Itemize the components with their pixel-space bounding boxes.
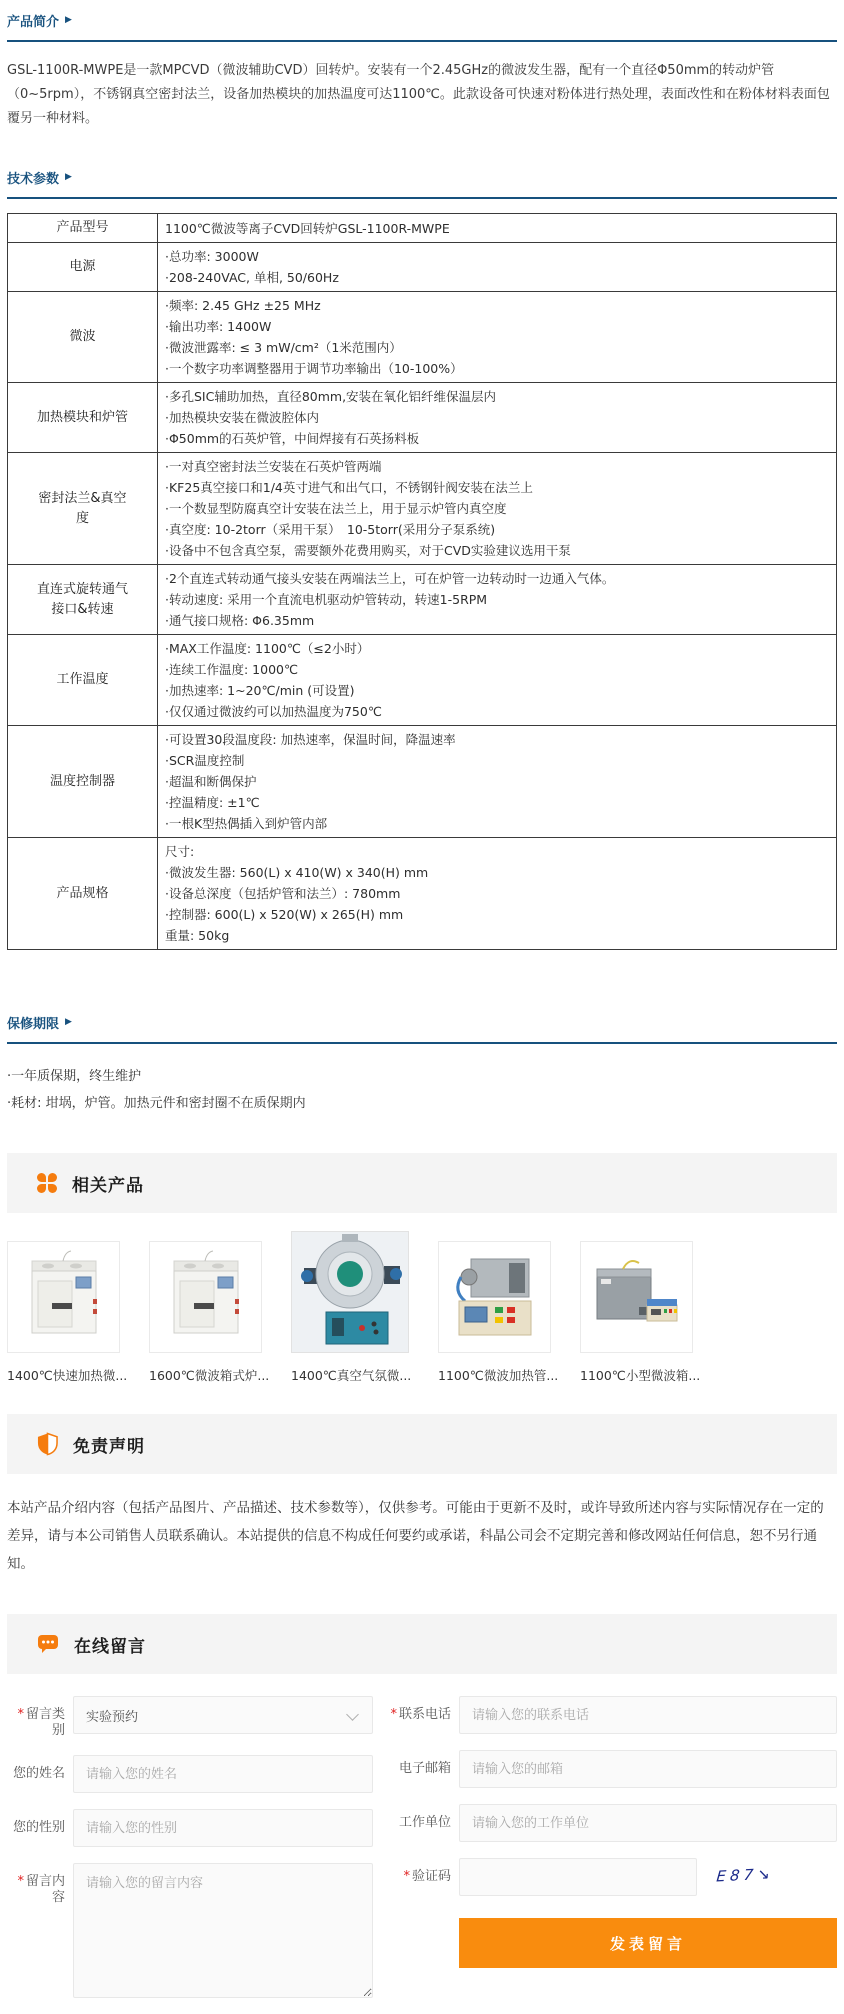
spec-row-label: 密封法兰&真空度 — [8, 453, 158, 565]
triangle-right-icon: ▶ — [65, 172, 72, 182]
product-image — [438, 1241, 551, 1353]
spec-row-label: 直连式旋转通气接口&转速 — [8, 565, 158, 635]
product-image — [7, 1241, 120, 1353]
spec-line: ·加热模块安装在微波腔体内 — [165, 410, 319, 425]
disclaimer-body: 本站产品介绍内容（包括产品图片、产品描述、技术参数等），仅供参考。可能由于更新不及时，或许导致所述内容与实际情况存在一定的差异，请与本公司销售人员联系确认。本站提供的信息不构成任何要约或承诺，科晶公司会不定期完善和修改网站任何信息，恕不另行通知。 — [7, 1500, 824, 1572]
spec-line: ·设备中不包含真空泵，需要额外花费用购买，对于CVD实验建议选用干泵 — [165, 543, 571, 558]
spec-line: ·设备总深度（包括炉管和法兰）: 780mm — [165, 886, 401, 901]
required-mark: * — [403, 1869, 410, 1884]
related-products-row — [7, 1241, 837, 1384]
spec-row-label: 电源 — [8, 243, 158, 292]
spec-row — [8, 292, 837, 383]
spec-line: ·控温精度: ±1℃ — [165, 795, 260, 810]
category-select[interactable] — [73, 1696, 373, 1734]
section-heading-intro — [7, 0, 837, 42]
spec-row — [8, 565, 837, 635]
gender-input[interactable] — [73, 1809, 373, 1847]
box-furnace-illustration — [158, 1247, 253, 1347]
related-product-card[interactable] — [580, 1241, 701, 1384]
spec-line: ·超温和断偶保护 — [165, 774, 257, 789]
phone-label: * 联系电话 — [390, 1707, 451, 1722]
spec-line: ·MAX工作温度: 1100℃（≤2小时） — [165, 641, 370, 656]
content-label: * 留言内容 — [17, 1874, 65, 1905]
four-petal-icon — [37, 1173, 57, 1193]
name-label: 您的姓名 — [12, 1766, 65, 1781]
specs-title: 技术参数 — [7, 172, 60, 187]
name-input[interactable] — [73, 1755, 373, 1793]
product-image — [149, 1241, 262, 1353]
spec-table — [7, 213, 837, 950]
spec-line: ·可设置30段温度段: 加热速率，保温时间，降温速率 — [165, 732, 456, 747]
box-furnace-illustration — [16, 1247, 111, 1347]
spec-line: 尺寸: — [165, 844, 195, 859]
message-form — [7, 1696, 837, 2014]
intro-body: GSL-1100R-MWPE是一款MPCVD（微波辅助CVD）回转炉。安装有一个2.45GHz的微波发生器，配有一个直径Φ50mm的转动炉管（0~5rpm），不锈钢真空密封法兰，设备加热模块的加热温度可达1100℃。此款设备可快速对粉体进行热处理，表面改性和在粉体材料表面包覆另一种材料。 — [7, 63, 830, 126]
gender-label: 您的性别 — [12, 1820, 65, 1835]
spec-line: ·KF25真空接口和1/4英寸进气和出气口，不锈钢针阀安装在法兰上 — [165, 480, 533, 495]
section-heading-warranty — [7, 1002, 837, 1044]
warranty-line: ·耗材: 坩埚，炉管。加热元件和密封圈不在质保期内 — [7, 1096, 306, 1111]
spec-row-label: 产品型号 — [8, 214, 158, 243]
disclaimer-title: 免责声明 — [73, 1436, 145, 1457]
spec-row-label: 加热模块和炉管 — [8, 383, 158, 453]
chat-bubble-icon — [37, 1634, 59, 1654]
small-box-furnace-illustration — [589, 1247, 684, 1347]
warranty-line: ·一年质保期，终生维护 — [7, 1069, 142, 1084]
spec-row — [8, 726, 837, 838]
product-name: 1400℃真空气氛微... — [291, 1368, 412, 1383]
required-mark: * — [390, 1707, 397, 1722]
vacuum-chamber-illustration — [292, 1232, 408, 1352]
spec-row-label: 微波 — [8, 292, 158, 383]
content-textarea[interactable] — [73, 1863, 373, 1998]
related-product-card[interactable] — [438, 1241, 559, 1384]
product-name: 1100℃小型微波箱... — [580, 1368, 701, 1383]
spec-line: ·一个数显型防腐真空计安装在法兰上，用于显示炉管内真空度 — [165, 501, 507, 516]
spec-line: ·频率: 2.45 GHz ±25 MHz — [165, 298, 321, 313]
spec-row — [8, 243, 837, 292]
captcha-image[interactable]: E87↘ — [715, 1864, 775, 1886]
captcha-label: * 验证码 — [403, 1869, 451, 1884]
related-products-title: 相关产品 — [72, 1175, 144, 1196]
spec-line: ·加热速率: 1~20℃/min (可设置) — [165, 683, 355, 698]
message-title: 在线留言 — [74, 1636, 146, 1657]
spec-row-label: 产品规格 — [8, 838, 158, 950]
tube-furnace-illustration — [447, 1247, 542, 1347]
captcha-input[interactable] — [459, 1858, 697, 1896]
shield-icon — [37, 1432, 58, 1456]
triangle-right-icon: ▶ — [65, 1017, 72, 1027]
spec-line: ·微波泄露率: ≤ 3 mW/cm²（1米范围内） — [165, 340, 402, 355]
spec-line: ·真空度: 10-2torr（采用干泵） 10-5torr(采用分子泵系统) — [165, 522, 496, 537]
spec-row — [8, 214, 837, 243]
spec-row — [8, 453, 837, 565]
spec-line: ·一根K型热偶插入到炉管内部 — [165, 816, 328, 831]
email-label: 电子邮箱 — [398, 1761, 451, 1776]
spec-line: ·Φ50mm的石英炉管，中间焊接有石英扬料板 — [165, 431, 420, 446]
related-products-header — [7, 1153, 837, 1213]
spec-line: ·微波发生器: 560(L) x 410(W) x 340(H) mm — [165, 865, 429, 880]
spec-line: ·总功率: 3000W — [165, 249, 259, 264]
spec-line: ·2个直连式转动通气接头安装在两端法兰上，可在炉管一边转动时一边通入气体。 — [165, 571, 615, 586]
spec-line: ·一对真空密封法兰安装在石英炉管两端 — [165, 459, 382, 474]
company-label: 工作单位 — [398, 1815, 451, 1830]
spec-line: 1100℃微波等离子CVD回转炉GSL-1100R-MWPE — [165, 220, 450, 236]
spec-line: ·SCR温度控制 — [165, 753, 245, 768]
product-name: 1600℃微波箱式炉... — [149, 1368, 270, 1383]
related-product-card[interactable] — [149, 1241, 270, 1384]
spec-line: ·转动速度: 采用一个直流电机驱动炉管转动，转速1-5RPM — [165, 592, 488, 607]
product-name: 1400℃快速加热微... — [7, 1368, 128, 1383]
related-product-card[interactable] — [291, 1241, 412, 1384]
phone-input[interactable] — [459, 1696, 837, 1734]
submit-message-button[interactable]: 发表留言 — [459, 1918, 837, 1968]
spec-line: ·通气接口规格: Φ6.35mm — [165, 613, 315, 628]
spec-line: ·连续工作温度: 1000℃ — [165, 662, 299, 677]
category-label: * 留言类别 — [17, 1707, 65, 1738]
related-product-card[interactable] — [7, 1241, 128, 1384]
spec-line: 重量: 50kg — [165, 928, 230, 943]
product-image — [291, 1231, 409, 1353]
spec-row-label: 温度控制器 — [8, 726, 158, 838]
product-name: 1100℃微波加热管... — [438, 1368, 559, 1383]
spec-line: ·输出功率: 1400W — [165, 319, 272, 334]
spec-row — [8, 383, 837, 453]
intro-title: 产品简介 — [7, 15, 60, 30]
warranty-title: 保修期限 — [7, 1017, 60, 1032]
disclaimer-header — [7, 1414, 837, 1474]
spec-row-label: 工作温度 — [8, 635, 158, 726]
company-input[interactable] — [459, 1804, 837, 1842]
email-input[interactable] — [459, 1750, 837, 1788]
spec-line: ·多孔SIC辅助加热，直径80mm,安装在氧化铝纤维保温层内 — [165, 389, 497, 404]
spec-row — [8, 635, 837, 726]
required-mark: * — [17, 1874, 24, 1889]
required-mark: * — [17, 1707, 24, 1722]
chevron-down-icon — [346, 1708, 359, 1721]
category-selected-value: 实验预约 — [86, 1709, 139, 1725]
spec-line: ·控制器: 600(L) x 520(W) x 265(H) mm — [165, 907, 404, 922]
spec-row — [8, 838, 837, 950]
message-header — [7, 1614, 837, 1674]
triangle-right-icon: ▶ — [65, 15, 72, 25]
spec-line: ·仅仅通过微波约可以加热温度为750℃ — [165, 704, 382, 719]
product-image — [580, 1241, 693, 1353]
spec-line: ·208-240VAC, 单相, 50/60Hz — [165, 270, 339, 285]
spec-line: ·一个数字功率调整器用于调节功率输出（10-100%） — [165, 361, 463, 376]
section-heading-specs — [7, 157, 837, 199]
